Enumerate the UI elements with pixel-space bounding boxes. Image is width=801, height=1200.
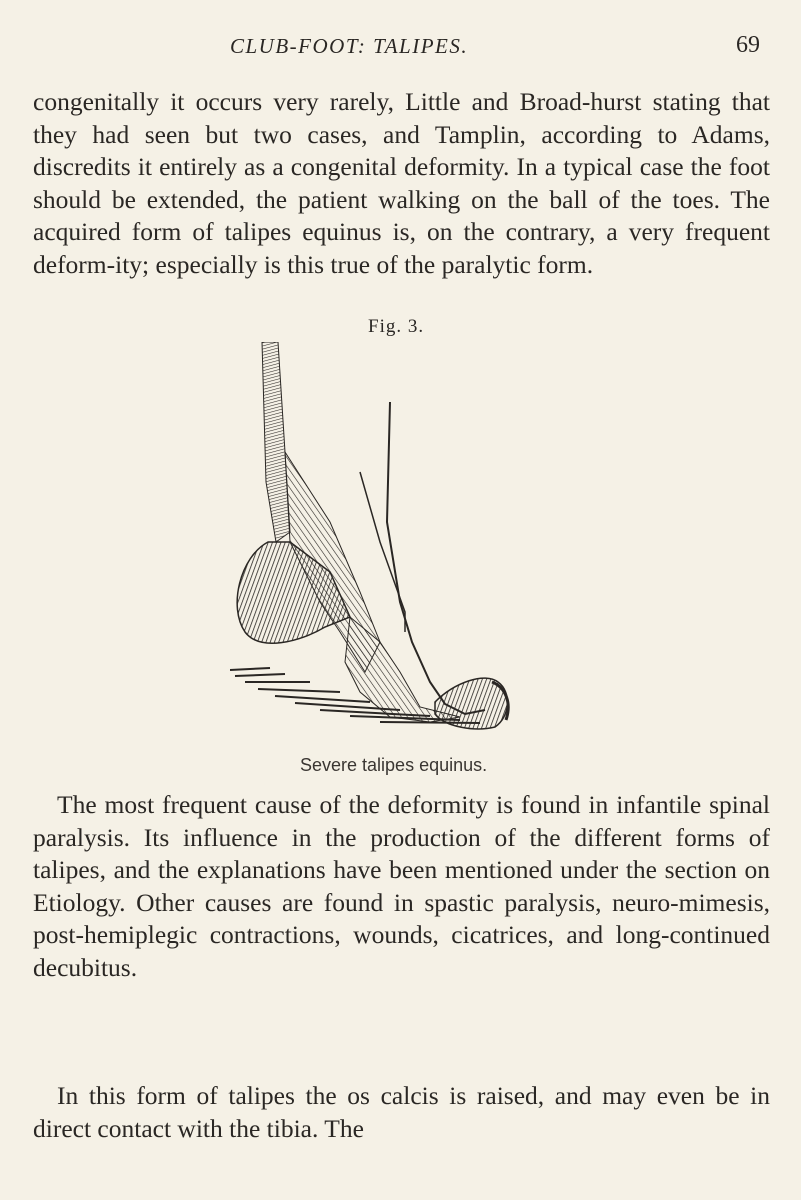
leg-back-shading	[262, 342, 290, 542]
shin-outline	[387, 402, 485, 714]
foot-illustration	[230, 342, 650, 754]
paragraph-3: In this form of talipes the os calcis is raised, and may even be in direct contact with the tibia. The	[33, 1081, 770, 1143]
page-number: 69	[736, 32, 760, 58]
figure-caption: Severe talipes equinus.	[300, 755, 488, 775]
running-head: CLUB-FOOT: TALIPES.	[230, 34, 469, 58]
paragraph-2: The most frequent cause of the deformity is found in infantile spinal paralysis. Its influence in the production of the different forms of talipes, and the explanations have been mentioned under the section on Etiology. Other causes are found in spastic paralysis, neuro-mimesis, post-hemiplegic contractions, wounds, cicatrices, and long-continued decubitus.	[33, 790, 770, 982]
figure-label: Fig. 3.	[368, 316, 425, 337]
paragraph-1: congenitally it occurs very rarely, Little and Broad-hurst stating that they had seen but two cases, and Tamplin, according to Adams, discredits it entirely as a congenital deformity. In a typical case the foot should be extended, the patient walking on the ball of the toes. The acquired form of talipes equinus is, on the contrary, a very frequent deform-ity; especially is this true of the paralytic form.	[33, 87, 770, 279]
